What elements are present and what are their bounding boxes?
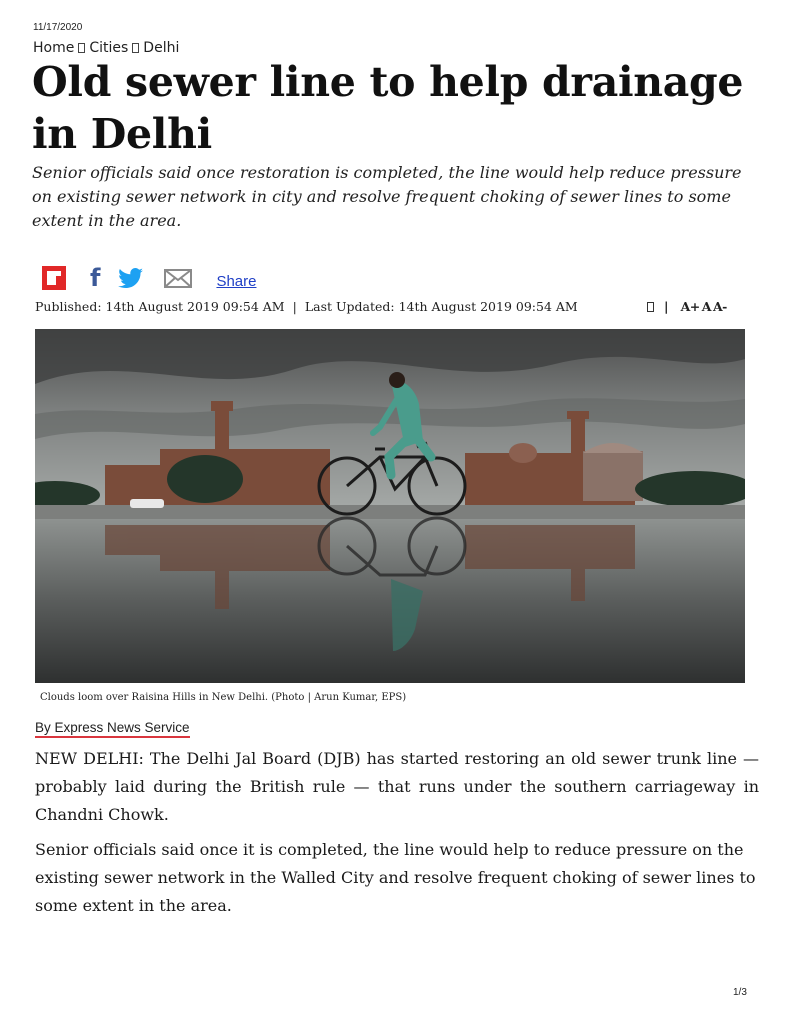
article-tools xyxy=(647,299,729,314)
photo-caption: Clouds loom over Raisina Hills in New Delhi. (Photo | Arun Kumar, EPS) xyxy=(40,692,407,703)
article-dates xyxy=(35,299,578,314)
page-number: 1/3 xyxy=(733,987,747,998)
font-reset-button[interactable]: A xyxy=(701,299,711,314)
last-updated-date: Last Updated: 14th August 2019 09:54 AM xyxy=(304,299,578,314)
article-paragraph-2: Senior officials said once it is completed, the line would help to reduce pressure on the existing sewer network in the Walled City and resolve frequent choking of sewer lines to some extent in the area. xyxy=(35,840,756,915)
share-bar xyxy=(42,264,256,292)
font-increase-button[interactable]: A+ xyxy=(680,299,700,314)
breadcrumb-delhi[interactable]: Delhi xyxy=(143,40,180,56)
article-paragraph-1: NEW DELHI: The Delhi Jal Board (DJB) has started restoring an old sewer trunk line — probably laid during the British rule — that runs under the southern carriageway in Chandni Chowk. xyxy=(35,749,759,824)
share-link[interactable]: Share xyxy=(216,272,257,290)
published-date: Published: 14th August 2019 09:54 AM xyxy=(35,299,285,314)
breadcrumb-cities[interactable]: Cities xyxy=(89,40,129,56)
facebook-icon[interactable]: f xyxy=(90,264,101,292)
byline[interactable]: By Express News Service xyxy=(35,720,190,738)
font-decrease-button[interactable]: A- xyxy=(712,299,727,314)
breadcrumb xyxy=(33,40,179,56)
article-headline: Old sewer line to help drainage in Delhi xyxy=(32,58,744,158)
article-standfirst: Senior officials said once restoration is completed, the line would help reduce pressure on existing sewer network in city and resolve frequent choking of sewer lines to some extent in the area. xyxy=(32,163,742,230)
email-icon[interactable] xyxy=(164,269,192,288)
twitter-icon[interactable] xyxy=(118,268,144,288)
breadcrumb-separator-icon xyxy=(132,43,139,53)
print-date: 11/17/2020 xyxy=(33,22,83,33)
flipboard-icon[interactable] xyxy=(42,266,66,290)
print-icon[interactable] xyxy=(647,302,654,312)
breadcrumb-separator-icon xyxy=(78,43,85,53)
meta-separator: | xyxy=(292,299,297,314)
breadcrumb-home[interactable]: Home xyxy=(33,40,75,56)
article-photo xyxy=(35,329,745,683)
tools-separator: | xyxy=(664,299,669,314)
